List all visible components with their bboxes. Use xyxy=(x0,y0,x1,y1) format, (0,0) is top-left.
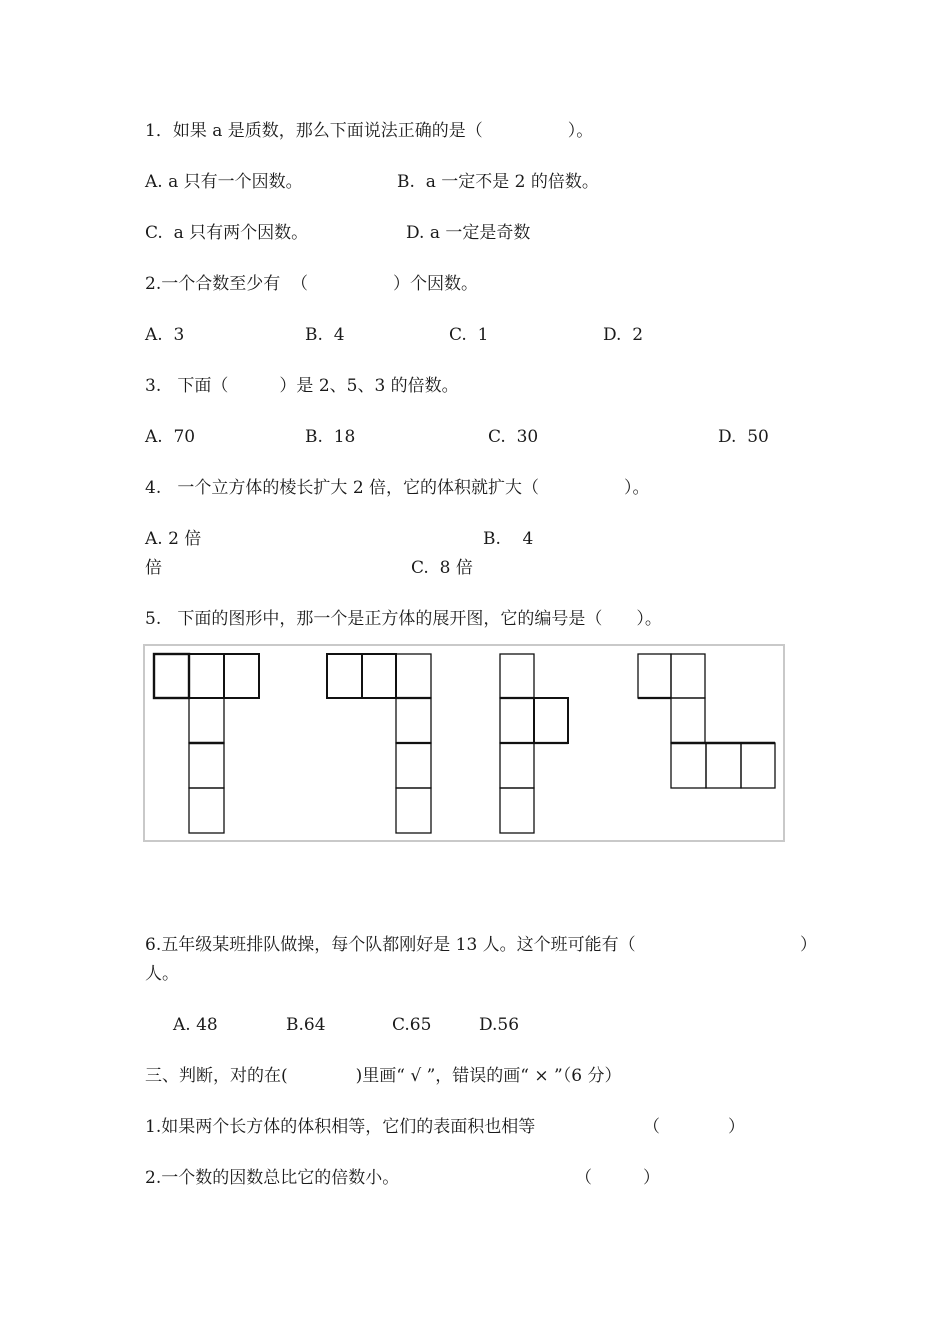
q4-option-a: A. 2 倍 xyxy=(145,529,202,549)
q1-stem: 1．如果 a 是质数，那么下面说法正确的是（ ）。 xyxy=(145,121,594,141)
q2-stem: 2.一个合数至少有 （ ）个因数。 xyxy=(145,274,479,294)
q6-stem-line2: 人。 xyxy=(145,964,179,984)
cube-nets-drawing xyxy=(145,646,785,842)
q3-option-c: C. 30 xyxy=(488,427,539,447)
q1-option-c: C. a 只有两个因数。 xyxy=(145,223,309,243)
q1-option-a: A. a 只有一个因数。 xyxy=(145,172,303,192)
q6-option-d: D.56 xyxy=(479,1015,520,1035)
cube-net-3 xyxy=(500,654,568,833)
cube-nets-figure xyxy=(143,644,785,842)
judge-1-stem: 1.如果两个长方体的体积相等，它们的表面积也相等 xyxy=(145,1117,536,1137)
q6-option-c: C.65 xyxy=(392,1015,432,1035)
cube-net-2 xyxy=(327,654,431,833)
q6-stem-close-paren: ） xyxy=(800,935,817,955)
q2-option-c: C. 1 xyxy=(449,325,489,345)
q3-stem: 3. 下面（ ）是 2、5、3 的倍数。 xyxy=(145,376,459,396)
judge-2-stem: 2.一个数的因数总比它的倍数小。 xyxy=(145,1168,400,1188)
section-3-heading: 三、判断，对的在( )里画“ √ ”，错误的画“ × ”（6 分） xyxy=(145,1066,622,1086)
q3-option-b: B. 18 xyxy=(305,427,356,447)
q6-stem-line1: 6.五年级某班排队做操，每个队都刚好是 13 人。这个班可能有（ xyxy=(145,935,636,955)
q1-option-b: B. a 一定不是 2 的倍数。 xyxy=(397,172,599,192)
q5-stem: 5. 下面的图形中，那一个是正方体的展开图，它的编号是（ ）。 xyxy=(145,609,662,629)
q4-option-b-unit: 倍 xyxy=(145,558,162,578)
q4-stem: 4. 一个立方体的棱长扩大 2 倍，它的体积就扩大（ ）。 xyxy=(145,478,650,498)
q1-option-d: D. a 一定是奇数 xyxy=(406,223,531,243)
q2-option-d: D. 2 xyxy=(603,325,644,345)
q6-option-b: B.64 xyxy=(286,1015,326,1035)
q2-option-b: B. 4 xyxy=(305,325,345,345)
q4-option-b: B. 4 xyxy=(483,529,534,549)
q2-option-a: A. 3 xyxy=(145,325,185,345)
judge-1-answer-blank[interactable]: （ ） xyxy=(643,1117,745,1137)
cube-net-4 xyxy=(638,654,775,788)
q3-option-d: D. 50 xyxy=(718,427,769,447)
judge-2-answer-blank[interactable]: （ ） xyxy=(575,1168,660,1188)
q4-option-c: C. 8 倍 xyxy=(411,558,473,578)
cube-net-1 xyxy=(154,654,259,833)
q3-option-a: A. 70 xyxy=(145,427,196,447)
q6-option-a: A. 48 xyxy=(173,1015,218,1035)
